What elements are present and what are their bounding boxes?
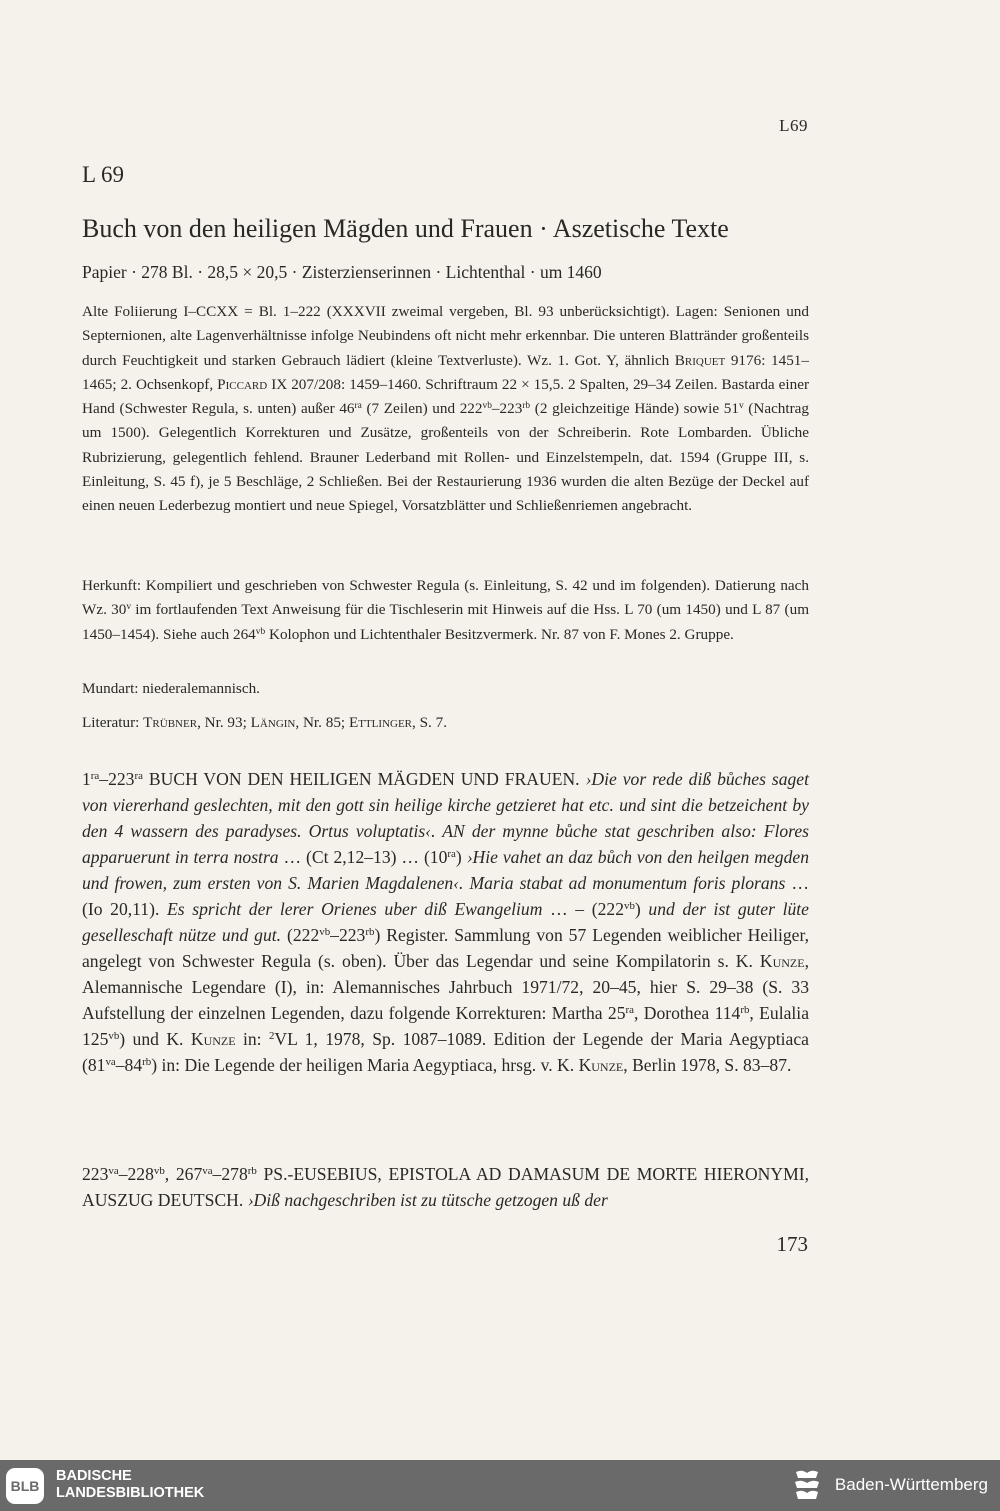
text: Kolophon und Lichtenthaler Besitzvermerk. Nr. 87 von F. Mones 2. Gruppe. [268, 625, 734, 643]
text: , S. 7. [412, 714, 448, 731]
text: , Nr. 93; [197, 714, 247, 731]
text: ) [455, 847, 462, 867]
text: , Alemannische Legendare (I), in: Alemannisches Jahrbuch 1971/72, 20–45, hier S. 29–38 (S. 33 Aufstellung der einzelnen Legenden, dazu folgende Korrekturen: Martha 25 [82, 951, 809, 1023]
author-ref: Kunze [759, 951, 805, 971]
edition-sup: 2 [268, 1030, 275, 1042]
folio-sup: va [108, 1165, 119, 1177]
text: 9176: 1451–1465; 2. Ochsenkopf, [82, 351, 809, 393]
text: ) Register. Sammlung von 57 Legenden weiblicher Heiliger, angelegt von Schwester Regula (s. oben). Über das Legendar und seine Kompilatorin s. K. [82, 925, 809, 971]
quote: ›Hie vahet an daz bůch von den heilgen megden und frowen, zum ersten von S. Marien Magdalenen‹. Maria stabat ad monumentum foris plorans [82, 847, 809, 893]
blb-name-line2: LANDESBIBLIOTHEK [56, 1485, 205, 1501]
blb-name[interactable] [56, 1468, 204, 1502]
physical-description [82, 300, 809, 519]
folio-sup: rb [740, 1004, 750, 1016]
text: , Berlin 1978, S. 83–87. [623, 1055, 792, 1075]
literature [82, 711, 809, 735]
text: ) [634, 899, 641, 919]
folio-sup: rb [365, 926, 375, 938]
folio-sup: rb [522, 401, 531, 412]
folio-sup: ra [134, 770, 143, 782]
dialect: Mundart: niederalemannisch. [82, 680, 260, 697]
folio-sup: v [738, 401, 744, 412]
text: Literatur: [82, 714, 140, 731]
folio-sup: vb [108, 1030, 120, 1042]
author-ref: Kunze [190, 1029, 236, 1049]
quote: ›Diß nachgeschriben ist zu tütsche getzogen uß der [247, 1190, 608, 1210]
folio-sup: vb [255, 626, 266, 637]
quote: und der ist guter lüte geselleschaft nütze und gut. [82, 899, 809, 945]
bw-label[interactable]: Baden-Württemberg [834, 1475, 988, 1494]
author-ref: Piccard [217, 375, 268, 393]
folio-sup: va [202, 1165, 213, 1177]
folio-range: –278 [212, 1164, 248, 1184]
text: … – (222 [550, 899, 624, 919]
quote: ›Die vor rede diß bůches saget von viererhand geslechten, mit den gott sin heilige kirche getzieret hat etc. und sint die betzeichent by den 4 wassern des paradyses. Ortus voluptatis‹. AN der mynne bůche stat geschriben also: Flores apparuerunt in terra nostra [82, 769, 810, 867]
folio-sup: ra [625, 1004, 635, 1016]
footer-bar [0, 1460, 1000, 1511]
bw-crest-icon [792, 1468, 822, 1504]
text: (2 gleichzeitige Hände) sowie 51 [534, 400, 739, 418]
blb-logo[interactable]: BLB [6, 1468, 44, 1504]
folio-sup: ra [90, 770, 100, 782]
text: , Nr. 85; [295, 714, 346, 731]
text: in: [242, 1029, 262, 1049]
folio-sup: vb [624, 900, 635, 912]
text: ) und K. [119, 1029, 184, 1049]
content-entry [82, 1161, 809, 1213]
text: –84 [115, 1055, 143, 1075]
author-ref: Kunze [578, 1055, 624, 1075]
codex-meta-line: Papier · 278 Bl. · 28,5 × 20,5 · Zisterzienserinnen · Lichtenthal · um 1460 [82, 262, 602, 282]
folio-sup: va [105, 1056, 116, 1068]
text: Herkunft: Kompiliert und geschrieben von Schwester Regula (s. Einleitung, S. 42 und im folgenden). Datierung nach Wz. 30 [82, 577, 809, 619]
entry-heading: PS.-EUSEBIUS, EPISTOLA AD DAMASUM DE MORTE HIERONYMI, AUSZUG DEUTSCH. [82, 1164, 809, 1210]
folio-sup: vb [482, 401, 492, 412]
text: im fortlaufenden Text Anweisung für die Tischleserin mit Hinweis auf die Hss. L 70 (um 1450) und L 87 (um 1450–1454). Siehe auch 264 [82, 601, 810, 643]
author-ref: Briquet [674, 351, 726, 369]
folio-range: , 267 [164, 1164, 203, 1184]
text: IX 207/208: 1459–1460. Schriftraum 22 × 15,5. 2 Spalten, 29–34 Zeilen. Bastarda einer Hand (Schwester Regula, s. unten) außer 46 [82, 375, 810, 418]
folio-sup: ra [354, 401, 362, 412]
text: VL 1, 1978, Sp. 1087–1089. Edition der Legende der Maria Aegyptiaca (81 [82, 1029, 809, 1075]
folio-range: –223 [99, 769, 135, 789]
text: –223 [491, 400, 523, 418]
page-number: 173 [776, 1232, 808, 1256]
quote: Es spricht der lerer Orienes uber diß Ewangelium [167, 899, 543, 919]
author-ref: Längin [250, 714, 296, 731]
provenance [82, 574, 809, 647]
folio-sup: vb [153, 1165, 165, 1177]
folio-sup: rb [142, 1056, 152, 1068]
text: (Nachtrag um 1500). Gelegentlich Korrekturen und Zusätze, großenteils von der Schreiberin. Rote Lombarden. Übliche Rubrizierung, gelegentlich fehlend. Brauner Lederband mit Rollen- und Einzelstempeln, dat. 1594 (Gruppe III, s. Einleitung, S. 45 f), je 5 Beschläge, 2 Schließen. Bei der Restaurierung 1936 wurden die alten Bezüge der Deckel auf einen neuen Lederbezug montiert und neue Spiegel, Vorsatzblätter und Schließenriemen angebracht. [82, 400, 810, 515]
folio-sup: vb [319, 926, 331, 938]
running-head: L69 [779, 116, 808, 135]
text: , Eulalia 125 [82, 1003, 809, 1049]
folio-sup: v [126, 602, 132, 613]
text: … (Ct 2,12–13) … (10 [283, 847, 448, 867]
author-ref: Trübner [143, 714, 198, 731]
text: –223 [330, 925, 366, 945]
page-title: Buch von den heiligen Mägden und Frauen · Aszetische Texte [82, 214, 729, 243]
folio-range: 1 [82, 769, 91, 789]
author-ref: Ettlinger [348, 714, 413, 731]
blb-name-line1: BADISCHE [56, 1468, 132, 1484]
text: ) in: Die Legende der heiligen Maria Aegyptiaca, hrsg. v. K. [151, 1055, 575, 1075]
folio-range: 223 [82, 1164, 109, 1184]
text: Alte Foliierung I–CCXX = Bl. 1–222 (XXXVII zweimal vergeben, Bl. 93 unberücksichtigt). Lagen: Senionen und Septernionen, alte Lagenverhältnisse infolge Neubindens oft nicht mehr erkennbar. Die unteren Blattränder großenteils durch Feuchtigkeit und starken Gebrauch lädiert (kleine Textverluste). Wz. 1. Got. Y, ähnlich [82, 303, 809, 369]
folio-sup: rb [247, 1165, 257, 1177]
text: (222 [287, 925, 320, 945]
shelfmark: L 69 [82, 162, 124, 187]
folio-range: –228 [118, 1164, 154, 1184]
text: , Dorothea 114 [634, 1003, 741, 1023]
folio-sup: ra [447, 848, 456, 860]
text: (7 Zeilen) und 222 [366, 400, 483, 418]
text: … (Io 20,11). [82, 873, 809, 919]
content-entry [82, 766, 809, 1078]
entry-heading: BUCH VON DEN HEILIGEN MÄGDEN UND FRAUEN. [148, 769, 580, 789]
